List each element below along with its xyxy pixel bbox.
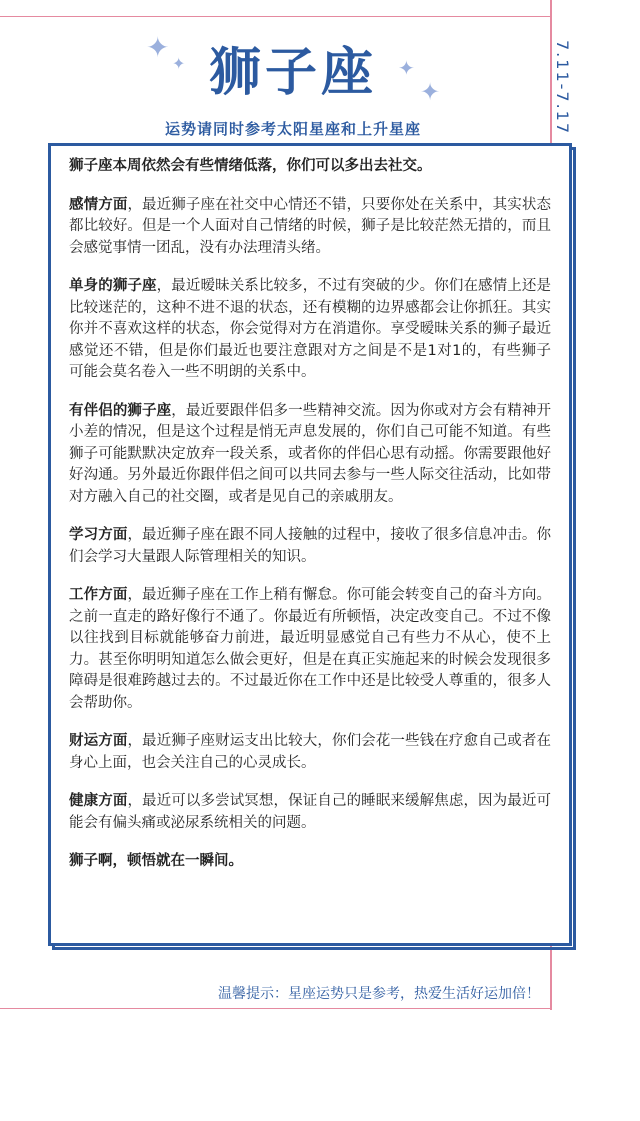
sparkle-icon: ✦ [146,31,170,64]
horoscope-panel [48,143,572,946]
section-text: ，最近暧昧关系比较多，不过有突破的少。你们在感情上还是比较迷茫的，这种不进不退的状态，还有模糊的边界感都会让你抓狂。其实你并不喜欢这样的状态，你会觉得对方在消遣你。享受暧昧关系的狮子最近感觉还不错，但是你们最近也要注意跟对方之间是不是1对1的，有些狮子可能会莫名卷入一些不明朗的关系中。 [69,278,551,380]
section-study [69,525,551,568]
section-text: ，最近狮子座在跟不同人接触的过程中，接收了很多信息冲击。你们会学习大量跟人际管理相关的知识。 [69,527,551,565]
section-partnered [69,401,551,509]
section-heading: 学习方面 [69,527,128,543]
section-heading: 财运方面 [69,733,128,749]
section-heading: 有伴侣的狮子座 [69,402,172,419]
section-heading: 单身的狮子座 [69,278,157,294]
sparkle-icon: ✦ [398,56,415,80]
closing-text: 狮子啊，顿悟就在一瞬间。 [69,853,243,869]
section-health [69,791,551,834]
sparkle-icon: ✦ [172,54,186,73]
section-heading: 健康方面 [69,793,128,809]
page-title: 狮子座 [208,43,377,103]
section-wealth [69,731,551,774]
section-text: ，最近狮子座财运支出比较大，你们会花一些钱在疗愈自己或者在身心上面，也会关注自己的心灵成长。 [69,733,551,771]
frame-bottom-line [0,1008,552,1009]
section-text: ，最近要跟伴侣多一些精神交流。因为你或对方会有精神开小差的情况，但是这个过程是悄无声息发展的，你们自己可能不知道。有些狮子可能默默决定放弃一段关系，或者你的伴侣心思有动摇。你需要跟他好好沟通。另外最近你跟伴侣之间可以共同去参与一些人际交往活动，比如带对方融入自己的社交圈，或者是见自己的亲戚朋友。 [69,402,551,505]
section-text: ，最近狮子座在社交中心情还不错，只要你处在关系中，其实状态都比较好。但是一个人面对自己情绪的时候，狮子是比较茫然无措的，而且会感觉事情一团乱，没有办法理清头绪。 [69,196,551,256]
frame-top-line [0,16,552,17]
section-heading: 工作方面 [69,587,128,603]
section-work [69,585,551,714]
section-single [69,276,551,384]
section-text: ，最近狮子座在工作上稍有懈怠。你可能会转变自己的奋斗方向。之前一直走的路好像行不通了。你最近有所顿悟，决定改变自己。不过不像以往找到目标就能够奋力前进，最近明显感觉自己有些力不从心，使不上力。甚至你明明知道怎么做会更好，但是在真正实施起来的时候会发现很多障碍是很难跨越过去的。不过最近你在工作中还是比较受人尊重的，很多人会帮助你。 [69,587,551,711]
section-heading: 感情方面 [69,196,128,213]
section-love [69,195,551,260]
page-subtitle: 运势请同时参考太阳星座和上升星座 [164,120,421,138]
section-text: ，最近可以多尝试冥想，保证自己的睡眠来缓解焦虑，因为最近可能会有偏头痛或泌尿系统相关的问题。 [69,793,551,831]
intro-text: 狮子座本周依然会有些情绪低落，你们可以多出去社交。 [69,158,432,174]
sparkle-icon: ✦ [420,78,441,106]
footer-tip: 温馨提示：星座运势只是参考，热爱生活好运加倍！ [218,986,540,1002]
